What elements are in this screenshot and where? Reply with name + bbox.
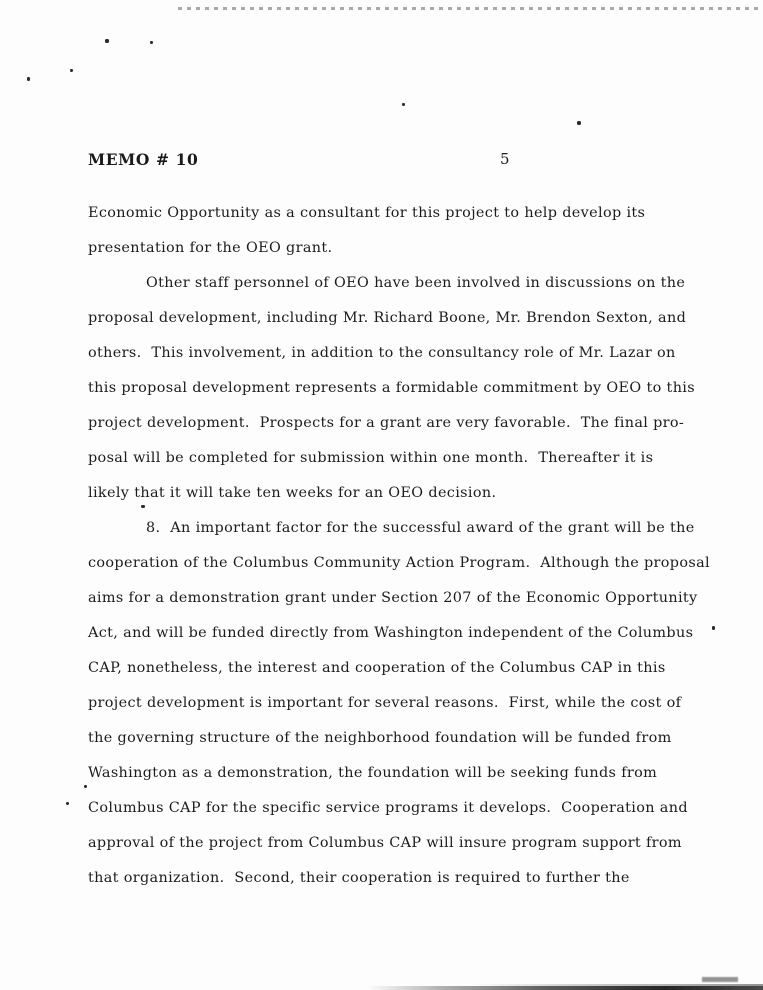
scan-speck: [105, 39, 109, 43]
scan-smudge: [702, 977, 738, 982]
document-line: Act, and will be funded directly from Washington independent of the Columbus: [88, 625, 694, 641]
scan-speck: [402, 103, 405, 106]
document-line: approval of the project from Columbus CAP will insure program support from: [88, 835, 682, 851]
document-line: project development is important for several reasons. First, while the cost of: [88, 695, 682, 711]
document-line: posal will be completed for submission within one month. Thereafter it is: [88, 450, 654, 466]
scan-speck: [84, 785, 87, 788]
document-line: the governing structure of the neighborhood foundation will be funded from: [88, 730, 672, 746]
page-number: 5: [500, 150, 510, 168]
scan-speck: [577, 121, 581, 125]
scan-edge-dashed-line: [178, 7, 763, 10]
scan-bottom-streak-secondary: [470, 984, 763, 986]
document-line: 8. An important factor for the successful award of the grant will be the: [146, 520, 695, 536]
scan-speck: [70, 69, 73, 72]
document-line: Washington as a demonstration, the foundation will be seeking funds from: [88, 765, 658, 781]
document-line: Columbus CAP for the specific service programs it develops. Cooperation and: [88, 800, 688, 816]
document-body: [88, 196, 710, 896]
document-line: proposal development, including Mr. Richard Boone, Mr. Brendon Sexton, and: [88, 310, 687, 326]
scan-speck: [66, 802, 69, 805]
document-line: that organization. Second, their cooperation is required to further the: [88, 870, 630, 886]
document-line: CAP, nonetheless, the interest and cooperation of the Columbus CAP in this: [88, 660, 666, 676]
scan-speck: [150, 41, 153, 44]
scan-bottom-streak: [368, 986, 763, 990]
scan-speck: [712, 626, 715, 630]
document-header: [88, 150, 688, 174]
memo-title: MEMO # 10: [88, 150, 199, 169]
document-line: others. This involvement, in addition to the consultancy role of Mr. Lazar on: [88, 345, 676, 361]
scan-speck: [141, 505, 145, 508]
document-line: Other staff personnel of OEO have been involved in discussions on the: [146, 275, 686, 291]
document-line: cooperation of the Columbus Community Action Program. Although the proposal: [88, 555, 710, 571]
document-line: presentation for the OEO grant.: [88, 240, 333, 256]
document-line: likely that it will take ten weeks for an OEO decision.: [88, 485, 497, 501]
scan-speck: [27, 77, 30, 81]
document-line: project development. Prospects for a grant are very favorable. The final pro-: [88, 415, 685, 431]
document-line: aims for a demonstration grant under Section 207 of the Economic Opportunity: [88, 590, 698, 606]
document-line: Economic Opportunity as a consultant for this project to help develop its: [88, 205, 646, 221]
document-line: this proposal development represents a formidable commitment by OEO to this: [88, 380, 695, 396]
